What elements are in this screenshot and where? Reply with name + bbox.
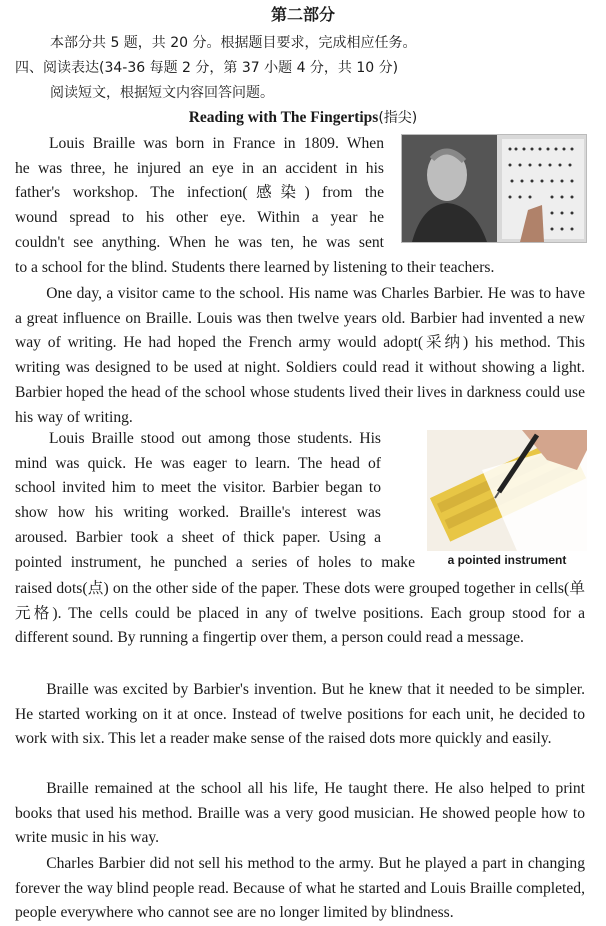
p3-line-2: mind was quick. He was eager to learn. The head of [15,454,381,472]
louis-braille-portrait-image [401,134,587,243]
instruction-line-2: 四、阅读表达(34-36 每题 2 分，第 37 小题 4 分，共 10 分) [15,60,399,76]
passage-title-en: Reading with The Fingertips [188,109,379,126]
part-title: 第二部分 [270,5,335,24]
paragraph-4: Braille was excited by Barbier's invention. But he knew that it needed to be simpler. He started working on it at once. Instead of twelve positions for each unit, he decided to work with six. This let a reader make sense of the raised dots more quickly and easily. [15,681,585,748]
pointed-instrument-image [427,430,587,551]
instrument-caption: a pointed instrument [447,553,567,567]
p1-line-4: wound spread to his other eye. Within a year he [15,209,384,227]
p3-line-3: school invited him to meet the visitor. Barbier began to [15,479,381,497]
p1-line-2: he was three, he injured an eye in an accident in his [15,159,384,177]
p1-line-5: couldn't see anything. When he was ten, he was sent [15,233,384,251]
p1-line-1: Louis Braille was born in France in 1809. When [49,135,384,152]
paragraph-3-continued: raised dots(点) on the other side of the paper. These dots were grouped together in cells(单元格). The cells could be placed in any of twelve positions. Each group stood for a different sound. By running a fingertip over them, a person could read a message. [15,580,585,647]
p1-line-6: to a school for the blind. Students there learned by listening to their teachers. [15,258,495,276]
paragraph-6: Charles Barbier did not sell his method to the army. But he played a part in changing forever the way blind people read. Because of what he started and Louis Braille completed, people everywhere who cannot see are no longer limited by blindness. [15,855,585,922]
p1-line-3: father's workshop. The infection(感染) from the [15,184,384,202]
instruction-line-1: 本部分共 5 题，共 20 分。根据题目要求，完成相应任务。 [50,35,417,51]
passage-title-cn: (指尖) [378,110,418,126]
passage-title [0,107,606,129]
paragraph-2: One day, a visitor came to the school. His name was Charles Barbier. He was to have a great influence on Braille. Louis was then twelve years old. Barbier had invented a new way of writing. He had hoped the French army would adopt(采纳) his method. This writing was designed to be used at night. Soldiers could read it without showing a light. Barbier hoped the head of the school whose students lived their lives in darkness could use his way of writing. [15,285,585,426]
p3-line-1: Louis Braille stood out among those students. His [49,430,381,447]
paragraph-5: Braille remained at the school all his life, He taught there. He also helped to print books that used his method. Braille was a very good musician. He showed people how to write music in his way. [15,780,585,847]
p3-line-5: aroused. Barbier took a sheet of thick paper. Using a [15,528,381,546]
p3-line-6: pointed instrument, he punched a series of holes to make [15,553,415,571]
instruction-line-3: 阅读短文，根据短文内容回答问题。 [50,85,274,101]
p3-line-4: show how his writing worked. Braille's interest was [15,504,381,522]
